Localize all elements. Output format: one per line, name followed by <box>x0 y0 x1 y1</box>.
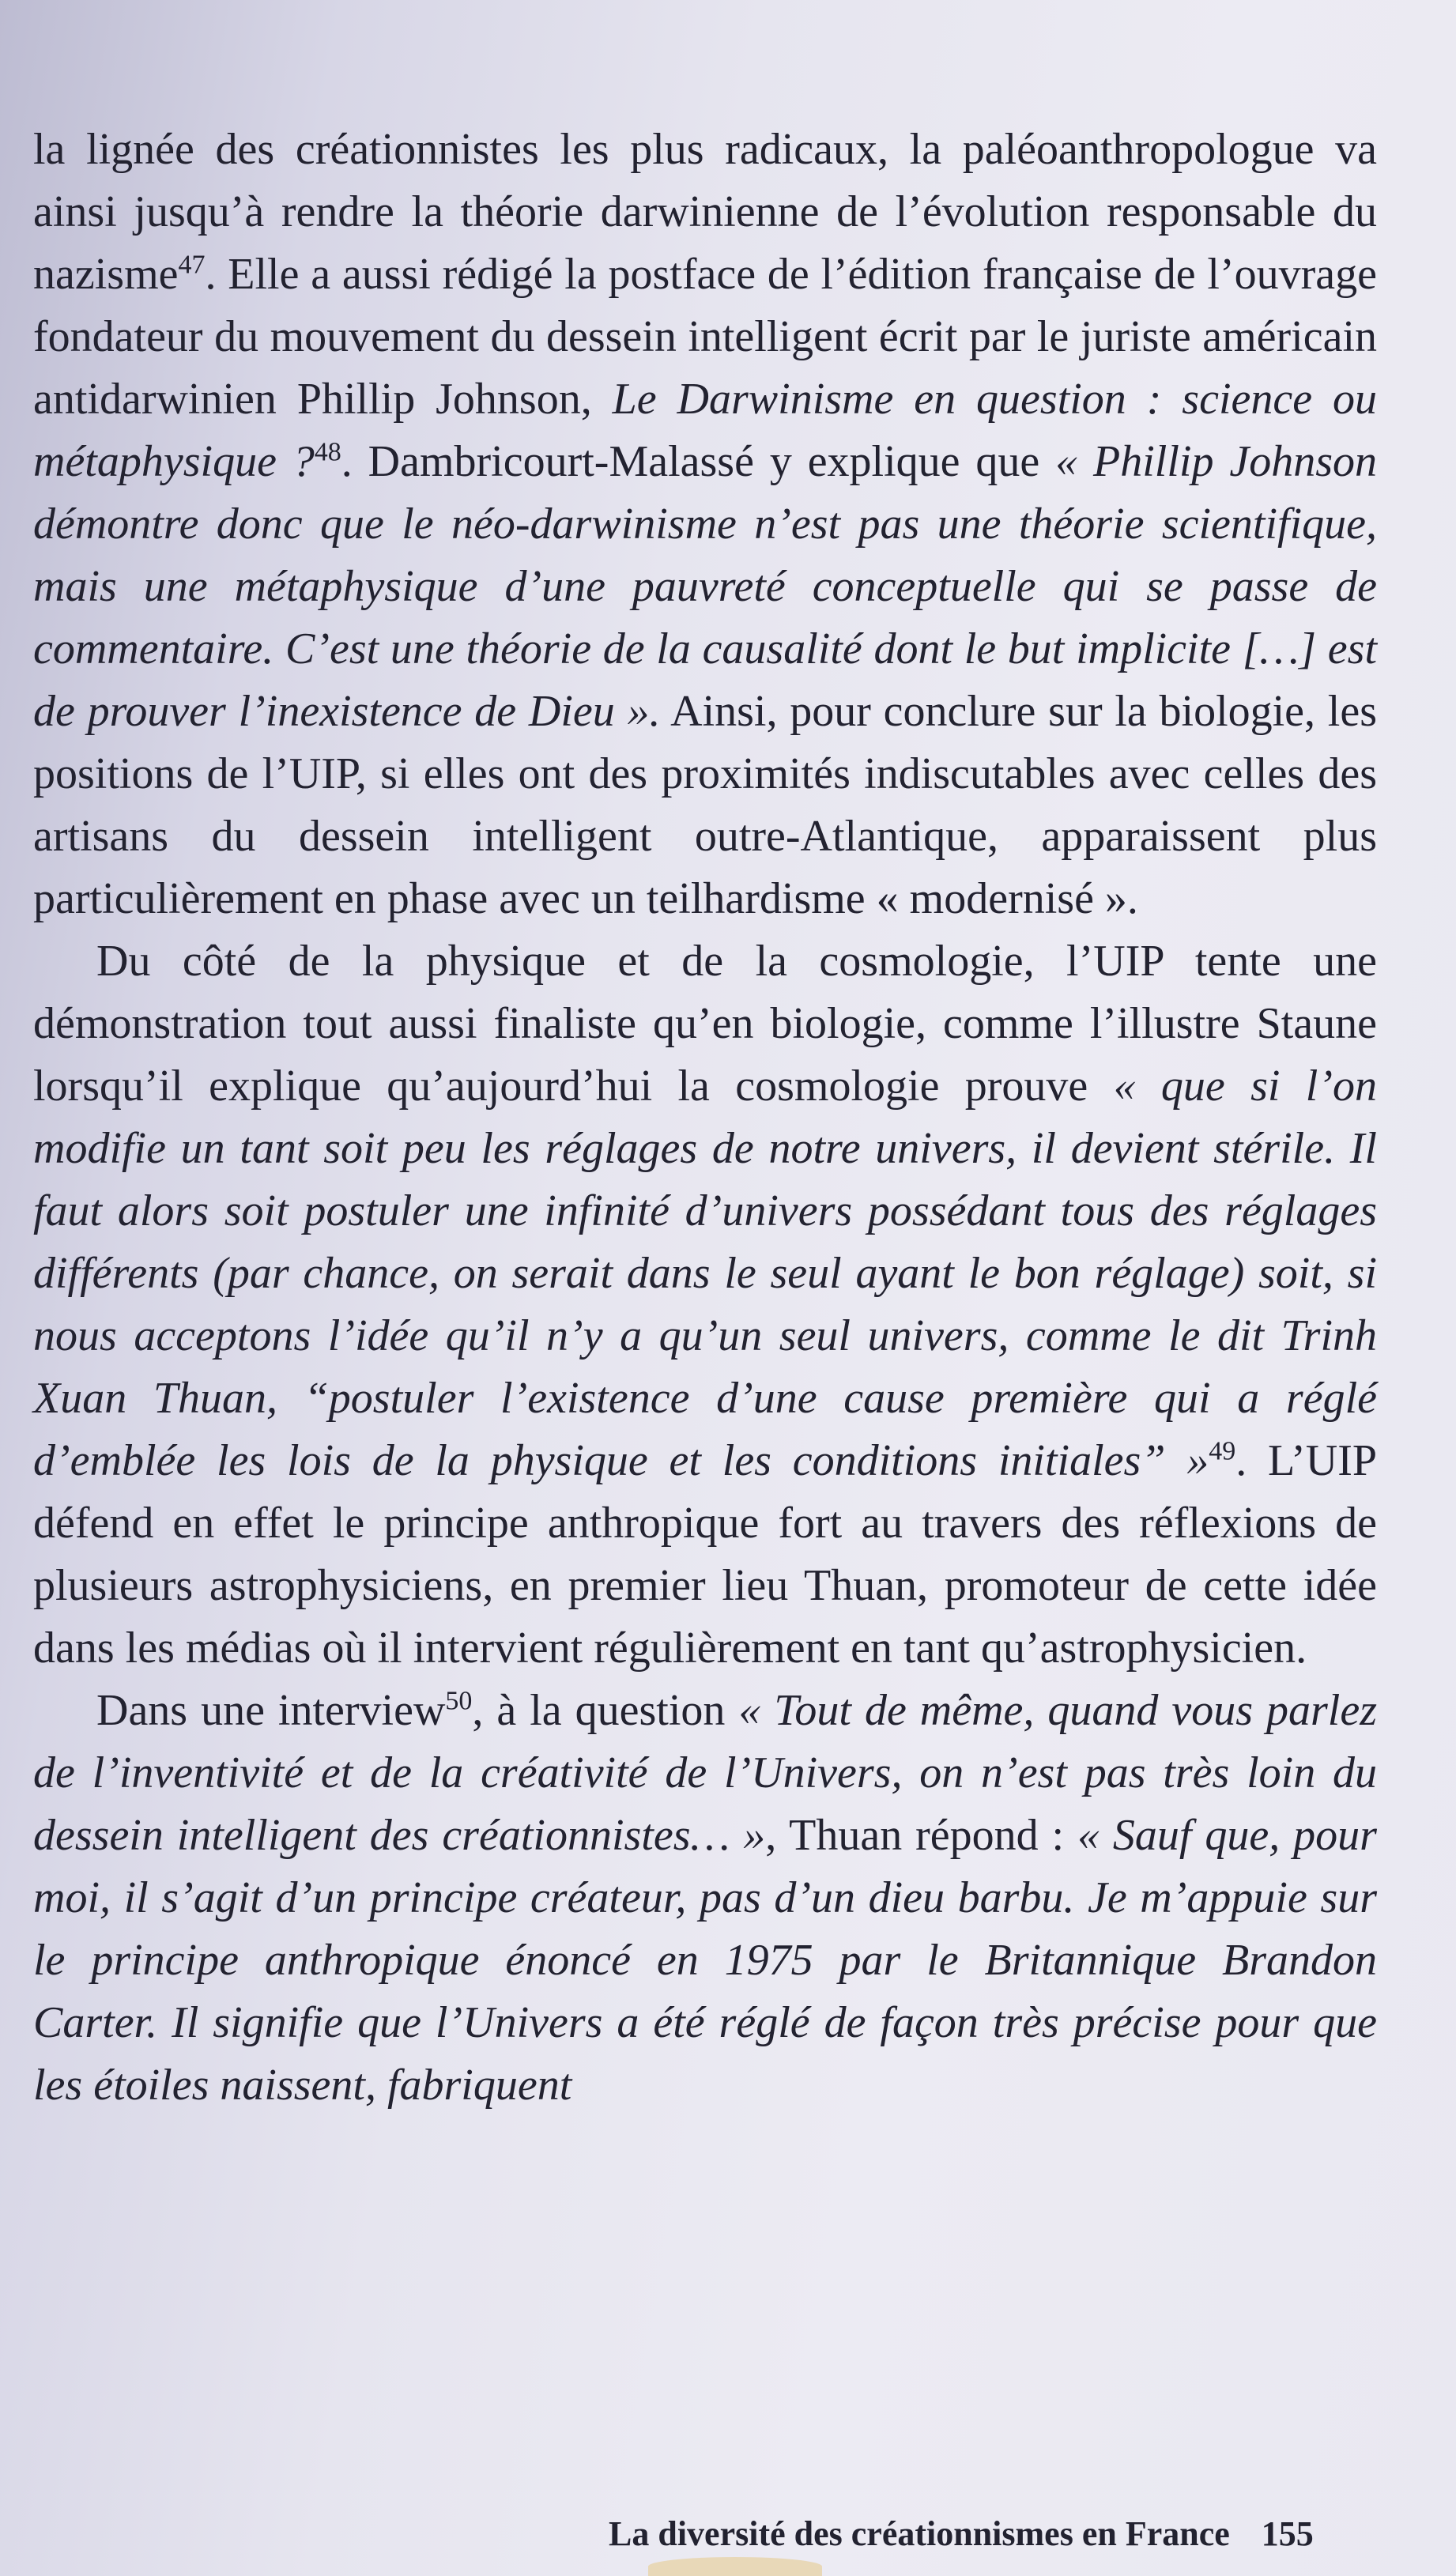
body-text <box>33 119 1377 2117</box>
text-run: . L’UIP défend en effet le principe anthropique fort au travers des réflexions de plusieurs astrophysiciens, en premier lieu Thuan, promoteur de cette idée dans les médias où il intervient régulièrement en tant qu’astrophysicien. <box>33 1436 1378 1673</box>
running-footer <box>609 2514 1399 2554</box>
page-number: 155 <box>1261 2514 1314 2553</box>
paragraph <box>33 1680 1377 2117</box>
footnote-ref: 48 <box>314 437 341 467</box>
text-run: . Elle a aussi rédigé la postface de l’édition française de l’ouvrage fondateur du mouvement du dessein intelligent écrit par le juriste américain antidarwinien Phillip Johnson, <box>33 250 1377 424</box>
italic-quote: « Tout de même, quand vous parlez de l’inventivité et de la créativité de l’Univers, on n’est pas très loin du dessein intelligent des créationnistes… » <box>33 1686 1377 1860</box>
text-run: Du côté de la physique et de la cosmologie, l’UIP tente une démonstration tout aussi finaliste qu’en biologie, comme l’illustre Staune lorsqu’il explique qu’aujourd’hui la cosmologie prouve <box>33 937 1377 1111</box>
text-run: , Thuan répond : <box>765 1811 1078 1860</box>
text-run: la lignée des créationnistes les plus radicaux, la paléoanthropologue va ainsi jusqu’à rendre la théorie darwinienne de l’évolution responsable du nazisme <box>33 125 1377 299</box>
italic-quote: « Phillip Johnson démontre donc que le néo-darwinisme n’est pas une théorie scientifique, mais une métaphysique d’une pauvreté conceptuelle qui se passe de commentaire. C’est une théorie de la causalité dont le but implicite […] est de prouver l’inexistence de Dieu ». <box>33 437 1377 736</box>
running-title: La diversité des créationnismes en France <box>609 2514 1230 2553</box>
paragraph <box>33 119 1377 930</box>
italic-quote: « que si l’on modifie un tant soit peu les réglages de notre univers, il devient stérile. Il faut alors soit postuler une infinité d’univers possédant tous des réglages différents (par chance, on serait dans le seul ayant le bon réglage) soit, si nous acceptons l’idée qu’il n’y a qu’un seul univers, comme le dit Trinh Xuan Thuan, “postuler l’existence d’une cause première qui a réglé d’emblée les lois de la physique et les conditions initiales” » <box>33 1062 1377 1485</box>
italic-quote: « Sauf que, pour moi, il s’agit d’un principe créateur, pas d’un dieu barbu. Je m’appuie sur le principe anthropique énoncé en 1975 par le Britannique Brandon Carter. Il signifie que l’Univers a été réglé de façon très précise pour que les étoiles naissent, fabriquent <box>33 1811 1377 2110</box>
text-run: . Dambricourt-Malassé y explique que <box>341 437 1056 486</box>
text-run: Dans une interview <box>96 1686 446 1735</box>
footnote-ref: 47 <box>178 250 206 280</box>
italic-quote: Le Darwinisme en question : science ou métaphysique ? <box>33 375 1377 486</box>
footnote-ref: 50 <box>445 1686 473 1716</box>
footnote-ref: 49 <box>1209 1436 1236 1466</box>
text-run: , à la question <box>472 1686 739 1735</box>
page-edge-shadow <box>648 2557 822 2576</box>
text-run: Ainsi, pour conclure sur la biologie, les positions de l’UIP, si elles ont des proximités indiscutables avec celles des artisans du dessein intelligent outre-Atlantique, apparaissent plus particulièrement en phase avec un teilhardisme « modernisé ». <box>33 687 1377 923</box>
paragraph <box>33 930 1377 1680</box>
